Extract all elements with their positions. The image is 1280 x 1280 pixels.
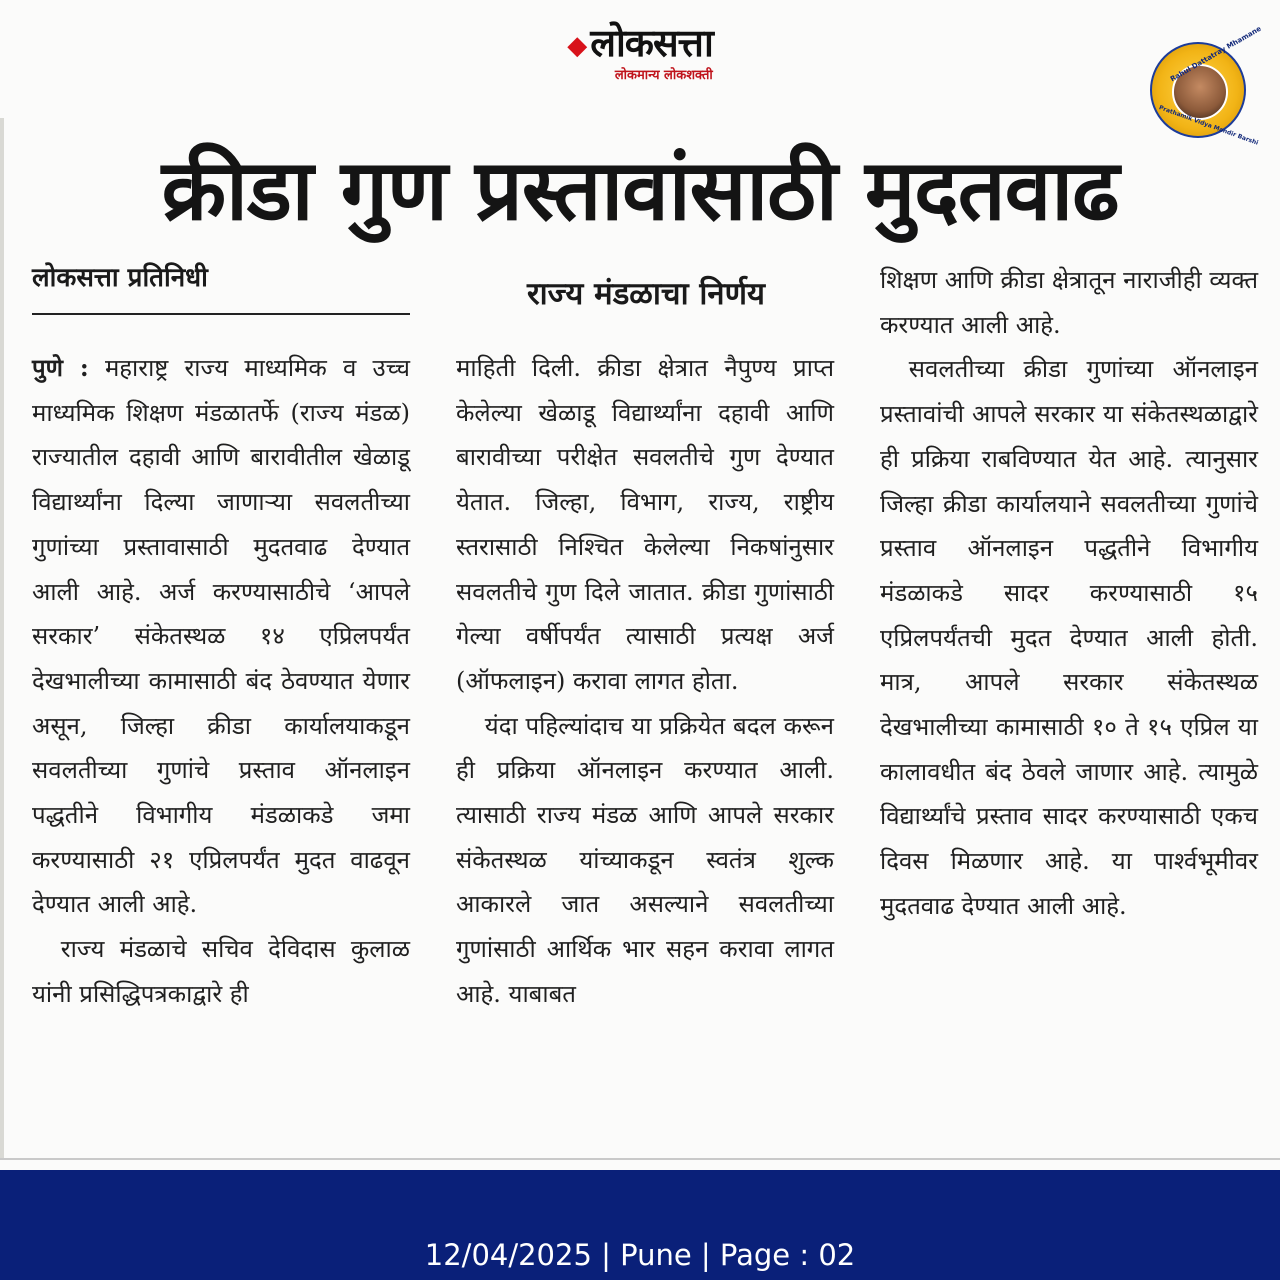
newspaper-logo	[567, 22, 713, 83]
byline: लोकसत्ता प्रतिनिधी	[32, 263, 208, 293]
paragraph: सवलतीच्या क्रीडा गुणांच्या ऑनलाइन प्रस्तावांची आपले सरकार या संकेतस्थळाद्वारे ही प्रक्रिया राबविण्यात येत आहे. त्यानुसार जिल्हा क्रीडा कार्यालयाने सवलतीच्या गुणांचे प्रस्ताव ऑनलाइन पद्धतीने विभागीय मंडळाकडे सादर करण्यासाठी १५ एप्रिलपर्यंतची मुदत देण्यात आली होती. मात्र, आपले सरकार संकेतस्थळ देखभालीच्या कामासाठी १० ते १५ एप्रिल या कालावधीत बंद ठेवले जाणार आहे. त्यामुळे विद्यार्थ्यांचे प्रस्ताव सादर करण्यासाठी एकच दिवस मिळणार आहे. या पार्श्वभूमीवर मुदतवाढ देण्यात आली आहे.	[880, 355, 1258, 920]
paragraph: शिक्षण आणि क्रीडा क्षेत्रातून नाराजीही व्यक्त करण्यात आली आहे.	[880, 266, 1258, 339]
newspaper-name: लोकसत्ता	[590, 21, 713, 65]
page-divider	[0, 1158, 1280, 1160]
subheadline: राज्य मंडळाचा निर्णय	[526, 276, 766, 312]
paragraph: माहिती दिली. क्रीडा क्षेत्रात नैपुण्य प्राप्त केलेल्या खेळाडू विद्यार्थ्यांना दहावी आणि बारावीच्या परीक्षेत सवलतीचे गुण देण्यात येतात. जिल्हा, विभाग, राज्य, राष्ट्रीय स्तरासाठी निश्चित केलेल्या निकषांनुसार सवलतीचे गुण दिले जातात. क्रीडा गुणांसाठी गेल्या वर्षीपर्यंत त्यासाठी प्रत्यक्ष अर्ज (ऑफलाइन) करावा लागत होता.	[456, 354, 834, 695]
badge-text-bottom: Prathamik Vidya Mandir Barshi	[1157, 104, 1260, 147]
badge-text-top: Rahul Dattatray Mhamane	[1168, 24, 1263, 84]
paragraph: राज्य मंडळाचे सचिव देविदास कुलाळ यांनी प्रसिद्धिपत्रकाद्वारे ही	[32, 935, 410, 1008]
newspaper-tagline: लोकमान्य लोकशक्ती	[614, 67, 713, 83]
logo-mark-icon: ◆	[567, 30, 587, 61]
dateline: पुणे :	[32, 353, 89, 382]
headline: क्रीडा गुण प्रस्तावांसाठी मुदतवाढ	[161, 141, 1119, 239]
profile-badge	[1150, 24, 1263, 147]
byline-divider	[32, 313, 410, 315]
article-column-3	[880, 258, 1258, 929]
paragraph: पुणे : महाराष्ट्र राज्य माध्यमिक व उच्च माध्यमिक शिक्षण मंडळातर्फे (राज्य मंडळ) राज्यातील दहावी आणि बारावीतील खेळाडू विद्यार्थ्यांना दिल्या जाणाऱ्या सवलतीच्या गुणांच्या प्रस्तावासाठी मुदतवाढ देण्यात आली आहे. अर्ज करण्यासाठीचे ‘आपले सरकार’ संकेतस्थळ १४ एप्रिलपर्यंत देखभालीच्या कामासाठी बंद ठेवण्यात येणार असून, जिल्हा क्रीडा कार्यालयाकडून सवलतीच्या गुणांचे प्रस्ताव ऑनलाइन पद्धतीने विभागीय मंडळाकडे जमा करण्यासाठी २१ एप्रिलपर्यंत मुदत वाढवून देण्यात आली आहे.	[32, 353, 410, 919]
paragraph: यंदा पहिल्यांदाच या प्रक्रियेत बदल करून ही प्रक्रिया ऑनलाइन करण्यात आली. त्यासाठी राज्य मंडळ आणि आपले सरकार संकेतस्थळ यांच्याकडून स्वतंत्र शुल्क आकारले जात असल्याने सवलतीच्या गुणांसाठी आर्थिक भार सहन करावा लागत आहे. याबाबत	[456, 711, 834, 1008]
article-column-2	[456, 346, 834, 1017]
page-crease	[0, 118, 4, 1158]
article-column-1	[32, 346, 410, 1017]
footer-info: 12/04/2025 | Pune | Page : 02	[424, 1238, 856, 1272]
masthead	[0, 22, 1280, 83]
